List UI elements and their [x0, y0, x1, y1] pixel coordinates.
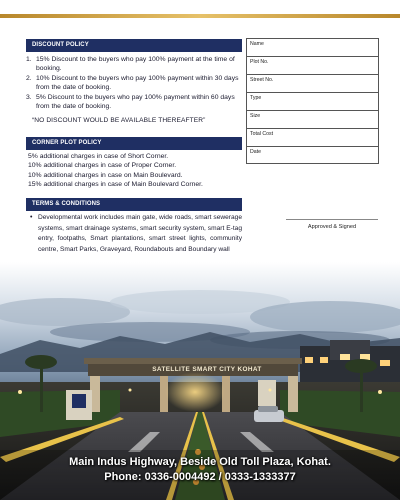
corner-item: 10% additional charges in case of Proper Corner. — [28, 162, 177, 170]
discount-policy-header: DISCOUNT POLICY — [26, 39, 242, 52]
top-decoration — [0, 0, 400, 20]
discount-item-text: 5% Discount to the buyers who pay 100% payment within 60 days from the date of booking. — [36, 93, 235, 111]
discount-item-text: 15% Discount to the buyers who pay 100% payment at the time of booking. — [36, 56, 235, 73]
form-field-size[interactable]: Size — [247, 111, 378, 129]
no-discount-note: “NO DISCOUNT WOULD BE AVAILABLE THEREAFTER” — [32, 117, 206, 124]
form-field-plot-no[interactable]: Plot No. — [247, 57, 378, 75]
form-field-date[interactable]: Date — [250, 149, 261, 155]
corner-item: 5% additional charges in case of Short Corner. — [28, 153, 169, 160]
gate-sign-text: SATELLITE SMART CITY KOHAT — [152, 366, 262, 373]
terms-text: Developmental work includes main gate, wide roads, smart sewerage systems, smart drainage systems, smart security system, smart E-tag entry, footpaths, Smart plantations, smart street lights, community centre, Smart Parks, Graveyard, Roundabouts and Boundary wall — [38, 214, 242, 253]
signature-line — [286, 219, 378, 220]
gold-stripe — [0, 14, 400, 18]
corner-plot-policy-header: CORNER PLOT POLICY — [26, 137, 242, 150]
approved-signed-label: Approved & Signed — [307, 224, 357, 230]
discount-item — [26, 74, 242, 93]
terms-header: TERMS & CONDITIONS — [26, 198, 242, 211]
phone-line: Phone: 0336-0004492 / 0333-1333377 — [104, 471, 296, 483]
form-field-street-no[interactable]: Street No. — [247, 75, 378, 93]
discount-item-number: 3. — [26, 93, 32, 101]
corner-plot-policy-list — [28, 152, 244, 190]
form-field-type[interactable]: Type — [247, 93, 378, 111]
address-line: Main Indus Highway, Beside Old Toll Plaza, Kohat. — [69, 456, 331, 468]
discount-item-number: 1. — [26, 56, 32, 63]
discount-policy-list — [26, 55, 242, 111]
discount-item-number: 2. — [26, 74, 32, 82]
terms-body — [30, 213, 242, 255]
corner-item: 15% additional charges in case of Main Boulevard Corner. — [28, 181, 203, 189]
discount-item — [26, 55, 242, 74]
bullet-icon: • — [30, 214, 33, 221]
form-field-name[interactable]: Name — [247, 39, 378, 57]
corner-item: 10% additional charges in case on Main Boulevard. — [28, 171, 183, 179]
discount-item-text: 10% Discount to the buyers who pay 100% payment within 30 days from the date of booking. — [36, 74, 239, 92]
discount-item — [26, 93, 242, 112]
booking-form — [246, 38, 379, 164]
form-field-total-cost[interactable]: Total Cost — [247, 129, 378, 147]
